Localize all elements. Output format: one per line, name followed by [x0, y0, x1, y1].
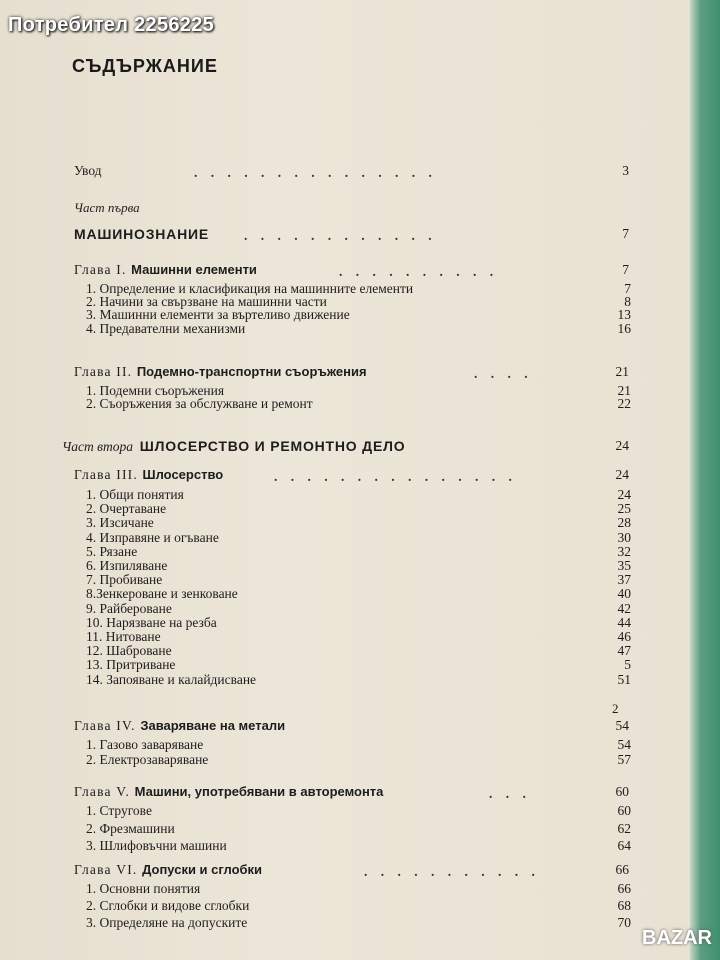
toc-entry-text: 2. Фрезмашини — [86, 820, 175, 836]
part-title: МАШИНОЗНАНИЕ — [74, 226, 210, 242]
toc-page-number: 57 — [617, 752, 631, 767]
toc-entry-text: 14. Запояване и калайдисване — [86, 671, 257, 687]
toc-page-number: 25 — [617, 501, 631, 517]
toc-page-number: 40 — [617, 586, 631, 602]
toc-page-number: 22 — [617, 396, 631, 412]
toc-leader: . . . . . . . . . . . . — [244, 228, 437, 243]
toc-page-number: 7 — [624, 281, 631, 296]
toc-page-number: 7 — [622, 262, 629, 277]
part-label: Част първа — [74, 200, 140, 215]
toc-chapter — [74, 364, 629, 382]
toc-entry-text: 4. Изправяне и огъване — [86, 529, 219, 545]
page-title: СЪДЪРЖАНИЕ — [72, 56, 218, 76]
toc-page-number: 28 — [617, 515, 631, 531]
toc-page-number: 21 — [617, 383, 631, 398]
toc-entry-text: 12. Шаброване — [86, 643, 172, 659]
toc-page-number: 66 — [617, 881, 631, 896]
toc-item — [86, 881, 631, 899]
toc-page-number: 42 — [617, 600, 631, 616]
toc-item — [86, 672, 631, 690]
toc-page-number: 46 — [617, 629, 631, 644]
toc-page-number: 44 — [617, 614, 631, 630]
toc-page-number: 5 — [624, 657, 631, 673]
chapter-title: Допуски и сглобки — [142, 862, 263, 877]
toc-item — [86, 838, 631, 856]
toc-entry-text: 3. Шлифовъчни машини — [86, 838, 227, 853]
chapter-label: Глава IV. — [74, 718, 136, 733]
chapter-label: Глава III. — [74, 467, 138, 482]
toc-page-number: 62 — [617, 820, 631, 836]
toc-page-number: 24 — [617, 487, 631, 502]
toc-page-number: 68 — [617, 898, 631, 913]
toc-page-number: 60 — [615, 784, 629, 799]
toc-entry-text: 3. Машинни елементи за въртеливо движение — [86, 307, 350, 323]
toc-entry-text: 1. Общи понятия — [86, 487, 184, 502]
toc-entry-text: 2. Електрозаваряване — [86, 752, 209, 767]
toc-page-number: 54 — [615, 718, 629, 733]
toc-page-number: 70 — [617, 915, 631, 930]
toc-page-number: 47 — [617, 643, 631, 659]
toc-entry-text: 7. Пробиване — [86, 572, 163, 588]
toc-page-number: 35 — [617, 558, 631, 573]
toc-leader: . . . . . . . . . . . . . . . — [194, 165, 437, 180]
toc-part — [62, 438, 629, 456]
toc-entry-text: 9. Райбероване — [86, 600, 172, 616]
toc-entry-text: 13. Притриване — [86, 657, 176, 673]
chapter-label: Глава I. — [74, 262, 127, 277]
toc-page-number: 16 — [617, 320, 631, 336]
bazar-logo: BAZAR — [642, 927, 712, 949]
chapter-label: Глава II. — [74, 364, 133, 379]
part-title: ШЛОСЕРСТВО И РЕМОНТНО ДЕЛО — [139, 438, 406, 454]
toc-entry-text: 2. Съоръжения за обслужване и ремонт — [86, 396, 313, 412]
toc-leader: . . . . . . . . . . — [339, 264, 499, 279]
toc-item — [86, 803, 631, 821]
chapter-title: Заваряване на метали — [140, 718, 286, 733]
toc-item — [86, 396, 631, 414]
toc-entry-text: 1. Стругове — [86, 803, 152, 818]
toc-entry-text: 3. Изсичане — [86, 515, 154, 531]
toc-page-number: 13 — [617, 307, 631, 323]
book-spine — [690, 0, 720, 960]
toc-page-number: 54 — [617, 737, 631, 752]
stray-mark: 2 — [612, 701, 619, 716]
toc-item — [86, 898, 631, 916]
toc-entry-text: 2. Начини за свързване на машинни части — [86, 294, 327, 310]
chapter-label: Глава V. — [74, 784, 131, 799]
toc-entry-text: 4. Предавателни механизми — [86, 320, 246, 336]
toc-page-number: 21 — [615, 364, 629, 379]
chapter-title: Машини, употребявани в авторемонта — [134, 784, 384, 799]
toc-chapter — [74, 718, 629, 736]
toc-page-number: 51 — [617, 671, 631, 687]
toc-entry-text: Увод — [74, 163, 102, 178]
toc-leader: . . . . . . . . . . . — [364, 864, 540, 879]
part-label: Част втора — [62, 439, 134, 454]
toc-page-number: 66 — [615, 862, 629, 877]
toc-part — [74, 226, 629, 244]
toc-item — [86, 821, 631, 839]
toc-entry-text: 5. Рязане — [86, 543, 138, 559]
toc-entry-text: 1. Основни понятия — [86, 881, 201, 896]
toc-page-number: 37 — [617, 572, 631, 588]
toc-page-number: 64 — [617, 838, 631, 853]
toc-chapter — [74, 862, 629, 880]
toc-entry-text: 2. Сглобки и видове сглобки — [86, 898, 250, 913]
chapter-title: Шлосерство — [142, 467, 224, 482]
toc-leader: . . . — [489, 786, 531, 801]
watermark-user: Потребител 2256225 — [8, 14, 215, 36]
toc-page-number: 24 — [615, 467, 629, 482]
toc-page-number: 60 — [617, 803, 631, 818]
toc-entry-text: 11. Нитоване — [86, 629, 161, 644]
toc-page-number: 7 — [622, 226, 629, 241]
toc-entry-text: 1. Газово заваряване — [86, 737, 204, 752]
toc-page-number: 30 — [617, 529, 631, 545]
toc-entry-text: 1. Подемни съоръжения — [86, 383, 225, 398]
toc-entry-text: 2. Очертаване — [86, 501, 167, 517]
toc-chapter — [74, 467, 629, 485]
toc-entry-text: 3. Определяне на допуските — [86, 915, 248, 930]
toc-entry-text: 6. Изпиляване — [86, 558, 168, 573]
toc-entry-text: 10. Нарязване на резба — [86, 614, 217, 630]
toc-item — [86, 321, 631, 339]
toc-leader: . . . . . . . . . . . . . . . — [274, 469, 517, 484]
toc-chapter — [74, 784, 629, 802]
toc-intro — [74, 163, 629, 181]
toc-page-number: 8 — [624, 294, 631, 310]
toc-page-number: 3 — [622, 163, 629, 178]
toc-item — [86, 915, 631, 933]
toc-page-number: 24 — [615, 438, 629, 453]
chapter-label: Глава VI. — [74, 862, 138, 877]
chapter-title: Машинни елементи — [131, 262, 257, 277]
toc-item — [86, 752, 631, 770]
toc-page-number: 32 — [617, 543, 631, 559]
toc-chapter — [74, 262, 629, 280]
chapter-title: Подемно-транспортни съоръжения — [136, 364, 367, 379]
toc-entry-text: 1. Определение и класификация на машинните елементи — [86, 281, 414, 296]
toc-entry-text: 8.Зенкероване и зенковане — [86, 586, 238, 602]
toc-leader: . . . . — [474, 366, 533, 381]
